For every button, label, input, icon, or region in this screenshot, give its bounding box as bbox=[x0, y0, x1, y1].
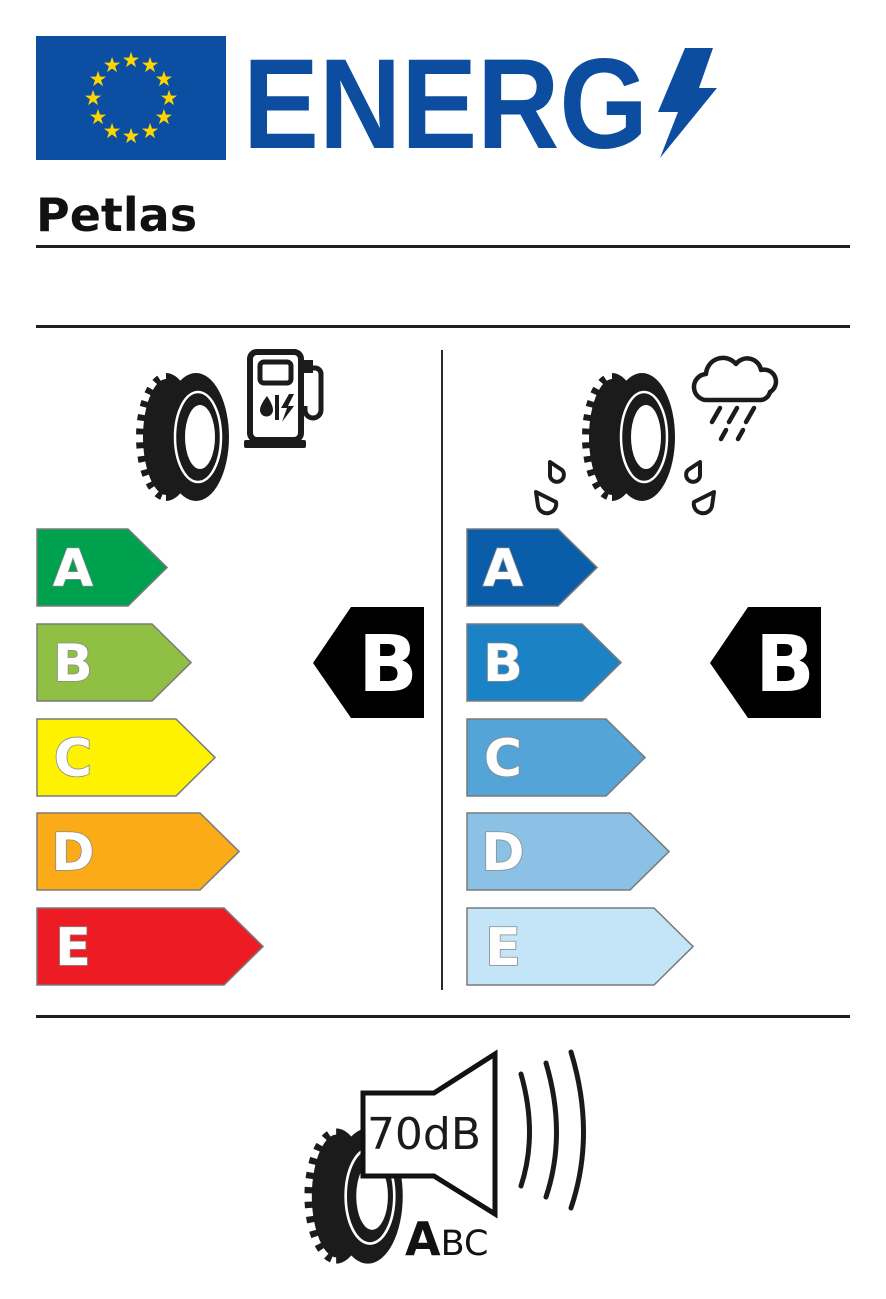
fuel-efficiency-rating: B bbox=[358, 620, 418, 710]
fuel-efficiency-rating-arrow bbox=[312, 606, 426, 719]
sound-waves-icon bbox=[521, 1052, 584, 1208]
scale-letter: B bbox=[483, 634, 523, 694]
eu-flag-star-icon: ★ bbox=[154, 67, 174, 91]
noise-class-highlight: A bbox=[405, 1212, 441, 1266]
speaker-icon bbox=[358, 1046, 608, 1226]
scale-letter: C bbox=[53, 729, 93, 789]
eu-flag-star-icon: ★ bbox=[102, 118, 122, 143]
energy-logo bbox=[240, 42, 740, 162]
noise-class-rest: BC bbox=[440, 1224, 489, 1264]
divider-line bbox=[36, 245, 850, 248]
scale-letter: D bbox=[51, 823, 95, 883]
scale-letter: C bbox=[483, 729, 523, 789]
eu-flag-star-icon: ★ bbox=[140, 53, 160, 78]
scale-arrow-C bbox=[36, 718, 216, 797]
eu-flag-star-icon: ★ bbox=[102, 53, 122, 78]
wet-grip-rating-arrow bbox=[709, 606, 823, 719]
eu-flag-star-icon: ★ bbox=[88, 67, 108, 91]
eu-flag bbox=[36, 36, 226, 160]
scale-arrow-D bbox=[36, 812, 240, 891]
brand-name: Petlas bbox=[36, 188, 198, 242]
eu-flag-star-icon: ★ bbox=[121, 124, 141, 148]
scale-letter: B bbox=[53, 634, 93, 694]
scale-letter: D bbox=[481, 823, 525, 883]
scale-arrow-D bbox=[466, 812, 670, 891]
scale-letter: E bbox=[485, 918, 521, 978]
scale-arrow-A bbox=[466, 528, 598, 607]
water-splash-icon bbox=[528, 440, 728, 530]
noise-class-label bbox=[405, 1212, 489, 1266]
scale-arrow-A bbox=[36, 528, 168, 607]
tire-icon bbox=[126, 363, 236, 511]
scale-arrow-E bbox=[466, 907, 694, 986]
eu-flag-star-icon: ★ bbox=[159, 86, 179, 110]
lightning-bolt-icon bbox=[658, 48, 717, 158]
scale-arrow-B bbox=[466, 623, 622, 702]
divider-line bbox=[36, 325, 850, 328]
energy-logo-text: ENERG bbox=[243, 42, 648, 162]
eu-flag-star-icon: ★ bbox=[154, 105, 174, 129]
eu-flag-star-icon: ★ bbox=[88, 105, 108, 129]
wet-grip-rating: B bbox=[755, 620, 815, 710]
rain-cloud-icon bbox=[680, 342, 785, 446]
scale-letter: A bbox=[52, 539, 94, 599]
noise-decibel-value: 70dB bbox=[366, 1109, 482, 1160]
fuel-pump-icon bbox=[243, 348, 327, 456]
scale-arrow-B bbox=[36, 623, 192, 702]
scale-arrow-E bbox=[36, 907, 264, 986]
vertical-divider-line bbox=[441, 350, 443, 990]
eu-flag-star-icon: ★ bbox=[121, 48, 141, 72]
eu-flag-star-icon: ★ bbox=[140, 118, 160, 143]
scale-arrow-C bbox=[466, 718, 646, 797]
scale-letter: A bbox=[482, 539, 524, 599]
eu-flag-star-icon: ★ bbox=[83, 86, 103, 110]
scale-letter: E bbox=[55, 918, 91, 978]
divider-line bbox=[36, 1015, 850, 1018]
